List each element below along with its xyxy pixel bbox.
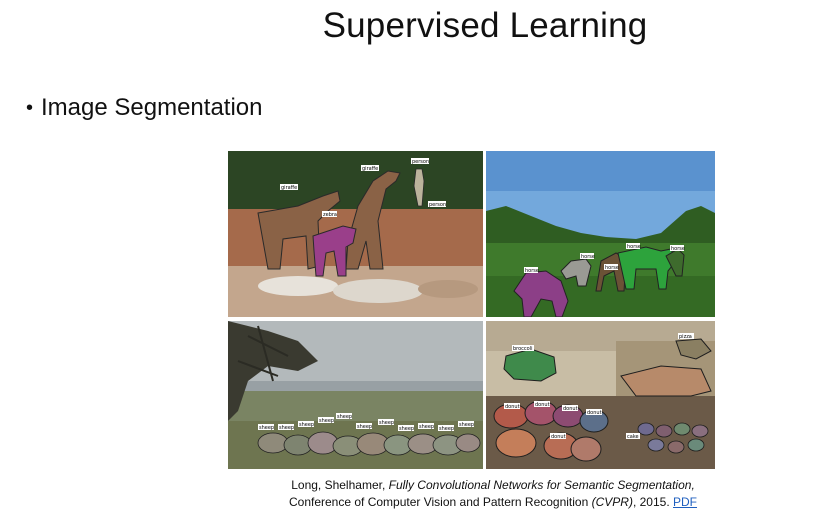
seg-label: person [412, 159, 430, 165]
sheep-herd-image [228, 321, 483, 469]
seg-label: sheep [299, 422, 315, 428]
seg-label: sheep [399, 426, 415, 432]
citation-venue: Conference of Computer Vision and Pattern Recognition [288, 495, 589, 509]
seg-label: cake [627, 434, 639, 440]
seg-label: sheep [357, 424, 373, 430]
panel-sheep-herd [228, 321, 483, 469]
seg-label: sheep [459, 422, 475, 428]
seg-label: horse [525, 268, 539, 274]
segmentation-figure [228, 151, 715, 469]
seg-label: giraffe [362, 166, 379, 172]
seg-label: zebra [323, 212, 337, 218]
giraffes-zebra-image [228, 151, 483, 317]
seg-label: giraffe [281, 185, 298, 191]
citation-year: , 2015. [632, 495, 670, 509]
seg-label: broccoli [513, 346, 533, 352]
seg-label: donut [587, 410, 602, 416]
seg-label: sheep [319, 418, 335, 424]
seg-label: donut [551, 434, 566, 440]
seg-label: horse [627, 244, 641, 250]
citation-venue-abbr: (CVPR) [591, 495, 633, 509]
seg-label: sheep [439, 426, 455, 432]
horses-field-image [486, 151, 715, 317]
citation-line-2 [228, 494, 758, 511]
food-buffet-image [486, 321, 715, 469]
seg-label: horse [581, 254, 595, 260]
panel-food-buffet [486, 321, 715, 469]
seg-label: sheep [379, 420, 395, 426]
citation [228, 477, 758, 511]
citation-paper-title: Fully Convolutional Networks for Semantic Segmentation, [388, 478, 695, 492]
seg-label: donut [505, 404, 520, 410]
seg-label: pizza [679, 334, 692, 340]
bullet-text: Image Segmentation [41, 94, 263, 121]
panel-horses-field [486, 151, 715, 317]
seg-label: horse [605, 265, 619, 271]
citation-authors: Long, Shelhamer, [291, 478, 386, 492]
seg-label: person [429, 202, 447, 208]
panel-giraffes-zebra [228, 151, 483, 317]
seg-label: sheep [259, 425, 275, 431]
pdf-link[interactable]: PDF [673, 495, 698, 509]
seg-label: horse [671, 246, 685, 252]
seg-label: sheep [337, 414, 353, 420]
seg-label: sheep [279, 425, 295, 431]
slide-title: Supervised Learning [322, 6, 648, 45]
citation-line-1 [228, 477, 758, 494]
bullet-dot-icon: • [26, 96, 34, 119]
bullet-item [26, 94, 263, 122]
seg-label: donut [563, 406, 578, 412]
seg-label: donut [535, 402, 550, 408]
seg-label: sheep [419, 424, 435, 430]
